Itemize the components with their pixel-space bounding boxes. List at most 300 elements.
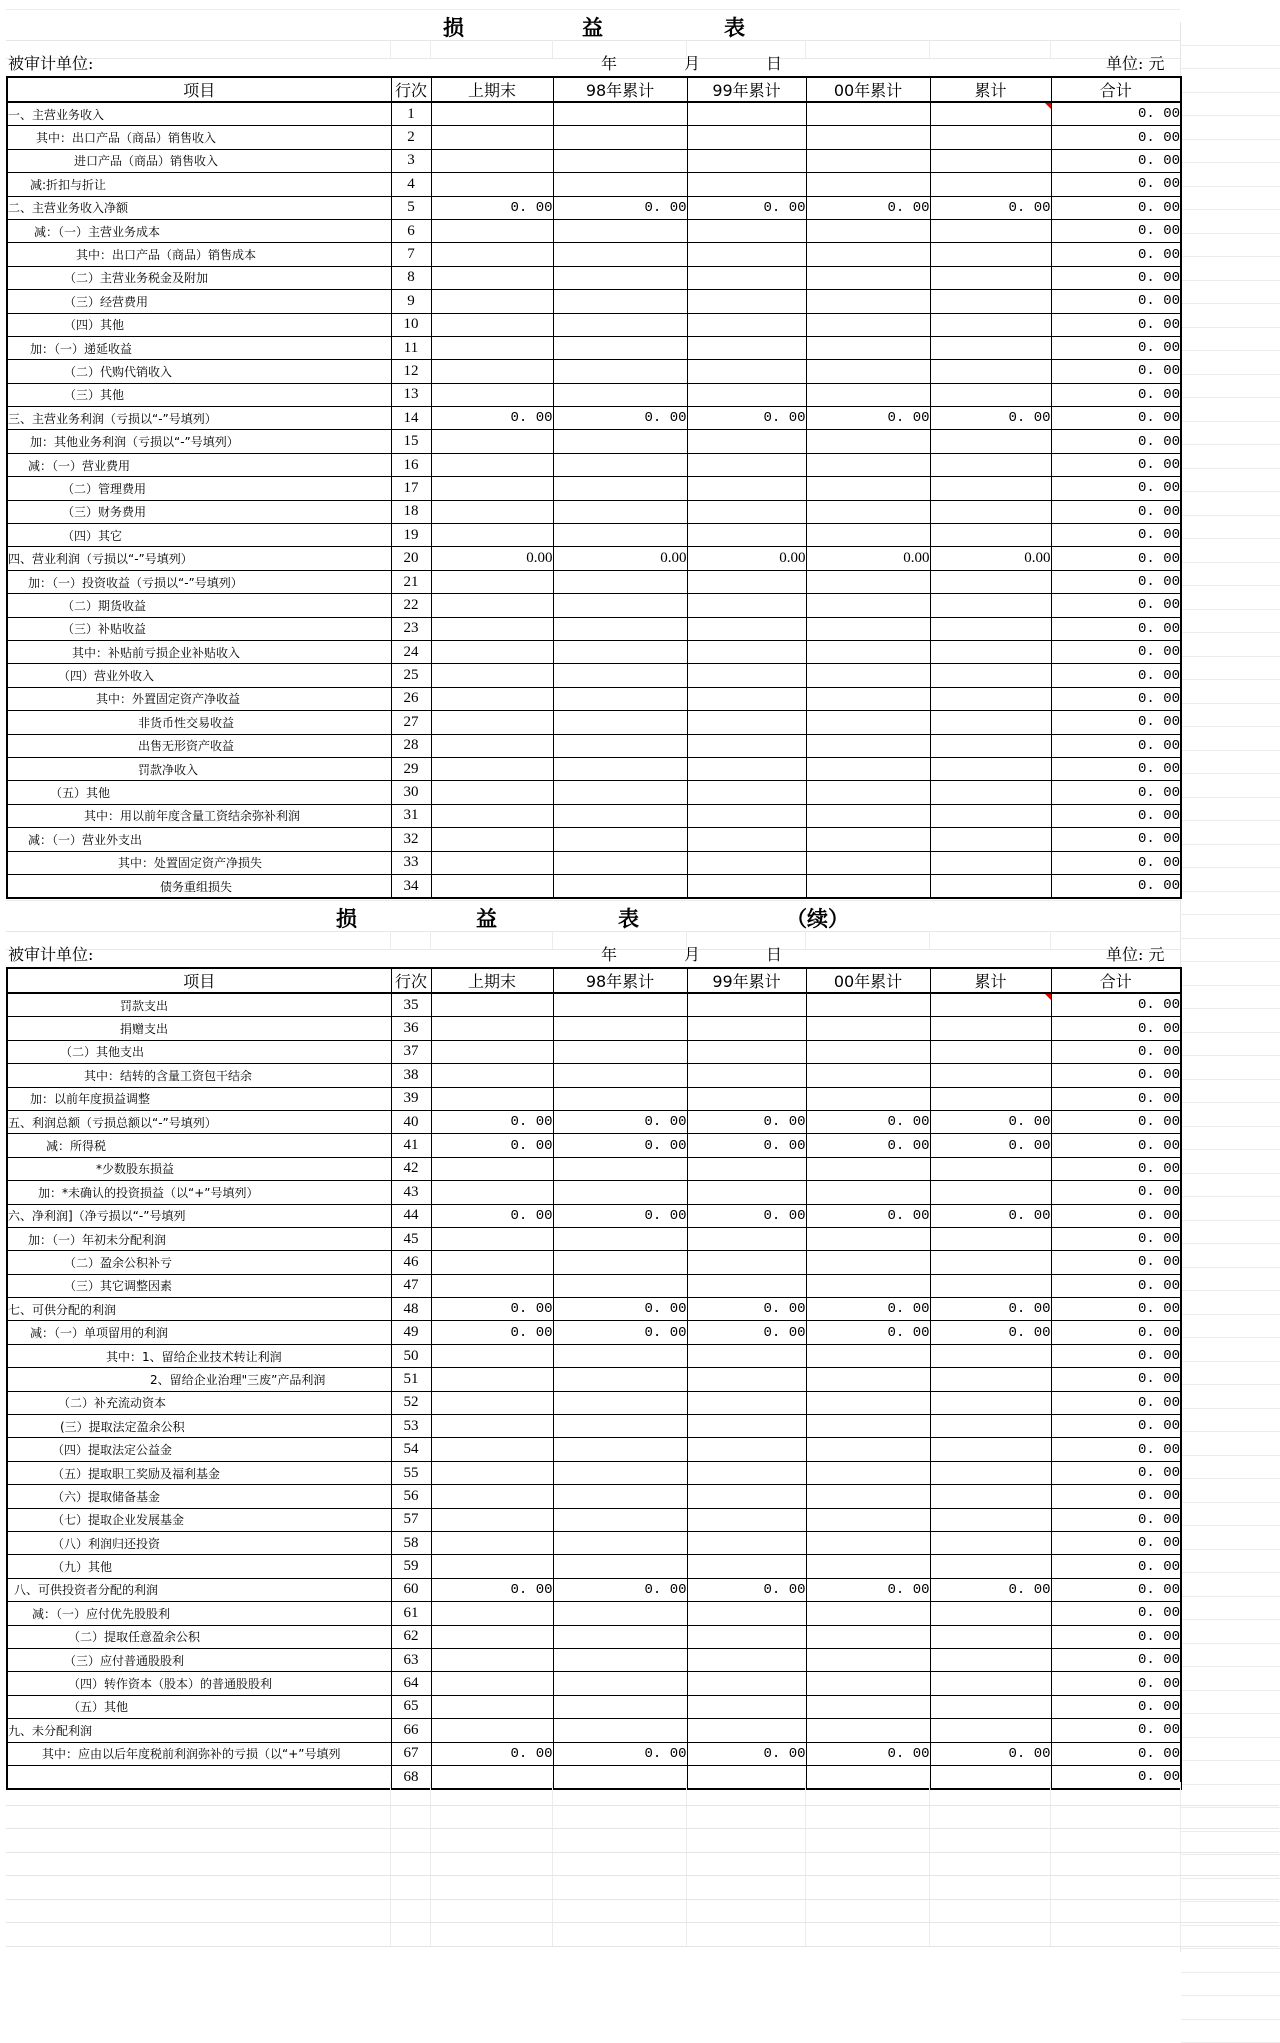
cell-total[interactable]: 0. 00 — [1051, 1110, 1181, 1133]
cell-prior-period[interactable] — [431, 430, 553, 453]
cell-prior-period[interactable]: 0.00 — [431, 547, 553, 570]
cell-cumulative[interactable] — [930, 149, 1051, 172]
cell-item[interactable]: 加：其他业务利润（亏损以“-”号填列） — [7, 430, 391, 453]
cell-line-no[interactable]: 15 — [391, 430, 431, 453]
cell-item[interactable]: 其中：补贴前亏损企业补贴收入 — [7, 640, 391, 663]
cell-99-cumulative[interactable] — [687, 1695, 806, 1718]
cell-total[interactable]: 0. 00 — [1051, 1181, 1181, 1204]
cell-line-no[interactable]: 62 — [391, 1625, 431, 1648]
cell-line-no[interactable]: 55 — [391, 1461, 431, 1484]
cell-item[interactable]: （九）其他 — [7, 1555, 391, 1578]
cell-total[interactable]: 0. 00 — [1051, 1251, 1181, 1274]
cell-total[interactable]: 0. 00 — [1051, 828, 1181, 851]
cell-00-cumulative[interactable] — [806, 1485, 930, 1508]
cell-00-cumulative[interactable] — [806, 711, 930, 734]
cell-99-cumulative[interactable] — [687, 1672, 806, 1695]
cell-total[interactable]: 0. 00 — [1051, 1578, 1181, 1601]
cell-cumulative[interactable] — [930, 1461, 1051, 1484]
cell-prior-period[interactable] — [431, 219, 553, 242]
cell-item[interactable]: 加：（一）递延收益 — [7, 336, 391, 359]
cell-prior-period[interactable] — [431, 617, 553, 640]
cell-total[interactable]: 0. 00 — [1051, 1087, 1181, 1110]
cell-item[interactable]: 其中：出口产品（商品）销售收入 — [7, 126, 391, 149]
cell-98-cumulative[interactable] — [553, 781, 687, 804]
cell-line-no[interactable]: 1 — [391, 102, 431, 126]
cell-98-cumulative[interactable] — [553, 687, 687, 710]
cell-99-cumulative[interactable] — [687, 594, 806, 617]
cell-item[interactable]: （二）盈余公积补亏 — [7, 1251, 391, 1274]
cell-98-cumulative[interactable] — [553, 126, 687, 149]
cell-line-no[interactable]: 49 — [391, 1321, 431, 1344]
cell-99-cumulative[interactable] — [687, 1344, 806, 1367]
cell-item[interactable]: 出售无形资产收益 — [7, 734, 391, 757]
cell-cumulative[interactable] — [930, 757, 1051, 780]
cell-98-cumulative[interactable] — [553, 360, 687, 383]
cell-98-cumulative[interactable]: 0. 00 — [553, 1321, 687, 1344]
cell-line-no[interactable]: 67 — [391, 1742, 431, 1765]
cell-total[interactable]: 0. 00 — [1051, 1485, 1181, 1508]
cell-99-cumulative[interactable] — [687, 1227, 806, 1250]
cell-cumulative[interactable] — [930, 640, 1051, 663]
cell-prior-period[interactable] — [431, 1251, 553, 1274]
cell-00-cumulative[interactable] — [806, 149, 930, 172]
cell-item[interactable]: 其中：出口产品（商品）销售成本 — [7, 243, 391, 266]
cell-item[interactable]: （二）提取任意盈余公积 — [7, 1625, 391, 1648]
cell-cumulative[interactable]: 0. 00 — [930, 1204, 1051, 1227]
cell-line-no[interactable]: 52 — [391, 1391, 431, 1414]
cell-00-cumulative[interactable] — [806, 1555, 930, 1578]
cell-98-cumulative[interactable]: 0. 00 — [553, 1134, 687, 1157]
cell-98-cumulative[interactable] — [553, 711, 687, 734]
cell-cumulative[interactable] — [930, 1227, 1051, 1250]
cell-line-no[interactable]: 8 — [391, 266, 431, 289]
cell-item[interactable]: （二）代购代销收入 — [7, 360, 391, 383]
cell-cumulative[interactable]: 0. 00 — [930, 1110, 1051, 1133]
cell-line-no[interactable]: 20 — [391, 547, 431, 570]
cell-total[interactable]: 0. 00 — [1051, 757, 1181, 780]
cell-line-no[interactable]: 2 — [391, 126, 431, 149]
cell-99-cumulative[interactable] — [687, 524, 806, 547]
cell-total[interactable]: 0. 00 — [1051, 1017, 1181, 1040]
cell-total[interactable]: 0. 00 — [1051, 524, 1181, 547]
cell-99-cumulative[interactable] — [687, 360, 806, 383]
cell-item[interactable]: （三）其他 — [7, 383, 391, 406]
cell-item[interactable]: 加：（一）年初未分配利润 — [7, 1227, 391, 1250]
cell-total[interactable]: 0. 00 — [1051, 734, 1181, 757]
cell-cumulative[interactable] — [930, 570, 1051, 593]
cell-cumulative[interactable] — [930, 993, 1051, 1017]
cell-prior-period[interactable] — [431, 640, 553, 663]
cell-99-cumulative[interactable] — [687, 781, 806, 804]
cell-98-cumulative[interactable] — [553, 640, 687, 663]
cell-line-no[interactable]: 45 — [391, 1227, 431, 1250]
cell-total[interactable]: 0. 00 — [1051, 547, 1181, 570]
cell-99-cumulative[interactable] — [687, 266, 806, 289]
cell-total[interactable]: 0. 00 — [1051, 1368, 1181, 1391]
cell-98-cumulative[interactable] — [553, 1695, 687, 1718]
cell-item[interactable]: （三）应付普通股股利 — [7, 1648, 391, 1671]
cell-total[interactable]: 0. 00 — [1051, 219, 1181, 242]
cell-item[interactable]: （四）提取法定公益金 — [7, 1438, 391, 1461]
cell-item[interactable]: （七）提取企业发展基金 — [7, 1508, 391, 1531]
cell-total[interactable]: 0. 00 — [1051, 1344, 1181, 1367]
cell-item[interactable]: （三）经营费用 — [7, 290, 391, 313]
cell-total[interactable]: 0. 00 — [1051, 664, 1181, 687]
cell-prior-period[interactable] — [431, 781, 553, 804]
cell-98-cumulative[interactable] — [553, 1485, 687, 1508]
cell-00-cumulative[interactable] — [806, 1461, 930, 1484]
cell-line-no[interactable]: 61 — [391, 1602, 431, 1625]
cell-line-no[interactable]: 12 — [391, 360, 431, 383]
cell-item[interactable]: （五）提取职工奖励及福利基金 — [7, 1461, 391, 1484]
cell-cumulative[interactable] — [930, 102, 1051, 126]
cell-99-cumulative[interactable] — [687, 1251, 806, 1274]
cell-98-cumulative[interactable] — [553, 1415, 687, 1438]
cell-98-cumulative[interactable] — [553, 1064, 687, 1087]
cell-cumulative[interactable] — [930, 1274, 1051, 1297]
cell-98-cumulative[interactable] — [553, 1227, 687, 1250]
cell-prior-period[interactable] — [431, 828, 553, 851]
cell-total[interactable]: 0. 00 — [1051, 1274, 1181, 1297]
cell-cumulative[interactable] — [930, 1391, 1051, 1414]
cell-item[interactable]: 减：（一）营业费用 — [7, 453, 391, 476]
cell-cumulative[interactable] — [930, 313, 1051, 336]
cell-cumulative[interactable] — [930, 1602, 1051, 1625]
cell-item[interactable]: （四）其他 — [7, 313, 391, 336]
cell-line-no[interactable]: 65 — [391, 1695, 431, 1718]
cell-98-cumulative[interactable] — [553, 1648, 687, 1671]
cell-cumulative[interactable] — [930, 173, 1051, 196]
cell-line-no[interactable]: 44 — [391, 1204, 431, 1227]
cell-item[interactable]: 二、主营业务收入净额 — [7, 196, 391, 219]
cell-total[interactable]: 0. 00 — [1051, 993, 1181, 1017]
cell-cumulative[interactable] — [930, 1344, 1051, 1367]
cell-item[interactable]: 三、主营业务利润（亏损以“-”号填列） — [7, 407, 391, 430]
cell-item[interactable]: （八）利润归还投资 — [7, 1531, 391, 1554]
cell-total[interactable]: 0. 00 — [1051, 243, 1181, 266]
cell-cumulative[interactable] — [930, 524, 1051, 547]
cell-total[interactable]: 0. 00 — [1051, 196, 1181, 219]
cell-00-cumulative[interactable]: 0.00 — [806, 547, 930, 570]
cell-99-cumulative[interactable] — [687, 757, 806, 780]
cell-item[interactable]: （二）补充流动资本 — [7, 1391, 391, 1414]
cell-total[interactable]: 0. 00 — [1051, 1555, 1181, 1578]
cell-prior-period[interactable] — [431, 360, 553, 383]
cell-cumulative[interactable]: 0. 00 — [930, 1742, 1051, 1765]
cell-prior-period[interactable] — [431, 804, 553, 827]
cell-00-cumulative[interactable]: 0. 00 — [806, 1298, 930, 1321]
cell-prior-period[interactable]: 0. 00 — [431, 1321, 553, 1344]
cell-98-cumulative[interactable] — [553, 617, 687, 640]
cell-item[interactable]: *少数股东损益 — [7, 1157, 391, 1180]
cell-line-no[interactable]: 19 — [391, 524, 431, 547]
cell-line-no[interactable]: 9 — [391, 290, 431, 313]
cell-98-cumulative[interactable] — [553, 1344, 687, 1367]
cell-cumulative[interactable] — [930, 1672, 1051, 1695]
cell-item[interactable]: 八、可供投资者分配的利润 — [7, 1578, 391, 1601]
cell-00-cumulative[interactable]: 0. 00 — [806, 407, 930, 430]
cell-cumulative[interactable] — [930, 687, 1051, 710]
cell-99-cumulative[interactable]: 0. 00 — [687, 407, 806, 430]
cell-total[interactable]: 0. 00 — [1051, 1391, 1181, 1414]
cell-prior-period[interactable] — [431, 1344, 553, 1367]
cell-98-cumulative[interactable] — [553, 336, 687, 359]
cell-total[interactable]: 0. 00 — [1051, 383, 1181, 406]
cell-99-cumulative[interactable] — [687, 1531, 806, 1554]
cell-98-cumulative[interactable] — [553, 1157, 687, 1180]
cell-prior-period[interactable] — [431, 102, 553, 126]
cell-00-cumulative[interactable] — [806, 851, 930, 874]
cell-99-cumulative[interactable] — [687, 290, 806, 313]
cell-98-cumulative[interactable] — [553, 1438, 687, 1461]
cell-98-cumulative[interactable] — [553, 266, 687, 289]
cell-98-cumulative[interactable] — [553, 1555, 687, 1578]
cell-item[interactable]: 加：（一）投资收益（亏损以“-”号填列） — [7, 570, 391, 593]
cell-00-cumulative[interactable] — [806, 1625, 930, 1648]
cell-99-cumulative[interactable] — [687, 1508, 806, 1531]
cell-item[interactable]: 加：以前年度损益调整 — [7, 1087, 391, 1110]
cell-00-cumulative[interactable] — [806, 1040, 930, 1063]
cell-00-cumulative[interactable] — [806, 173, 930, 196]
cell-total[interactable]: 0. 00 — [1051, 1508, 1181, 1531]
cell-98-cumulative[interactable] — [553, 1040, 687, 1063]
cell-99-cumulative[interactable] — [687, 1181, 806, 1204]
cell-prior-period[interactable] — [431, 1672, 553, 1695]
cell-line-no[interactable]: 28 — [391, 734, 431, 757]
cell-98-cumulative[interactable] — [553, 149, 687, 172]
cell-cumulative[interactable] — [930, 243, 1051, 266]
cell-98-cumulative[interactable] — [553, 1602, 687, 1625]
cell-99-cumulative[interactable] — [687, 383, 806, 406]
cell-line-no[interactable]: 42 — [391, 1157, 431, 1180]
cell-prior-period[interactable] — [431, 383, 553, 406]
cell-00-cumulative[interactable] — [806, 290, 930, 313]
cell-item[interactable]: 四、营业利润（亏损以“-”号填列） — [7, 547, 391, 570]
cell-item[interactable]: （五）其他 — [7, 1695, 391, 1718]
cell-99-cumulative[interactable] — [687, 500, 806, 523]
cell-prior-period[interactable] — [431, 1508, 553, 1531]
cell-00-cumulative[interactable] — [806, 1672, 930, 1695]
cell-line-no[interactable]: 66 — [391, 1719, 431, 1742]
cell-99-cumulative[interactable] — [687, 828, 806, 851]
cell-00-cumulative[interactable] — [806, 243, 930, 266]
cell-cumulative[interactable]: 0. 00 — [930, 196, 1051, 219]
cell-99-cumulative[interactable] — [687, 1064, 806, 1087]
cell-line-no[interactable]: 21 — [391, 570, 431, 593]
cell-total[interactable]: 0. 00 — [1051, 1321, 1181, 1344]
cell-99-cumulative[interactable] — [687, 1485, 806, 1508]
cell-line-no[interactable]: 38 — [391, 1064, 431, 1087]
cell-line-no[interactable]: 31 — [391, 804, 431, 827]
cell-prior-period[interactable] — [431, 1227, 553, 1250]
cell-item[interactable]: 五、利润总额（亏损总额以“-”号填列） — [7, 1110, 391, 1133]
cell-99-cumulative[interactable] — [687, 1274, 806, 1297]
cell-99-cumulative[interactable] — [687, 243, 806, 266]
cell-00-cumulative[interactable]: 0. 00 — [806, 1204, 930, 1227]
cell-98-cumulative[interactable] — [553, 383, 687, 406]
cell-98-cumulative[interactable] — [553, 524, 687, 547]
cell-total[interactable]: 0. 00 — [1051, 1461, 1181, 1484]
cell-00-cumulative[interactable] — [806, 1508, 930, 1531]
cell-00-cumulative[interactable] — [806, 804, 930, 827]
cell-99-cumulative[interactable] — [687, 1648, 806, 1671]
cell-cumulative[interactable] — [930, 1157, 1051, 1180]
cell-98-cumulative[interactable] — [553, 1719, 687, 1742]
cell-prior-period[interactable] — [431, 524, 553, 547]
cell-cumulative[interactable] — [930, 617, 1051, 640]
cell-line-no[interactable]: 10 — [391, 313, 431, 336]
cell-line-no[interactable]: 37 — [391, 1040, 431, 1063]
cell-00-cumulative[interactable] — [806, 687, 930, 710]
cell-line-no[interactable]: 50 — [391, 1344, 431, 1367]
cell-total[interactable]: 0. 00 — [1051, 336, 1181, 359]
cell-99-cumulative[interactable] — [687, 1087, 806, 1110]
cell-99-cumulative[interactable] — [687, 711, 806, 734]
cell-cumulative[interactable] — [930, 266, 1051, 289]
cell-00-cumulative[interactable] — [806, 1695, 930, 1718]
cell-99-cumulative[interactable] — [687, 453, 806, 476]
cell-total[interactable]: 0. 00 — [1051, 453, 1181, 476]
cell-cumulative[interactable] — [930, 874, 1051, 898]
cell-00-cumulative[interactable] — [806, 383, 930, 406]
cell-prior-period[interactable]: 0. 00 — [431, 1742, 553, 1765]
cell-00-cumulative[interactable] — [806, 313, 930, 336]
cell-99-cumulative[interactable]: 0. 00 — [687, 1134, 806, 1157]
cell-cumulative[interactable]: 0. 00 — [930, 1321, 1051, 1344]
cell-99-cumulative[interactable] — [687, 804, 806, 827]
cell-total[interactable]: 0. 00 — [1051, 781, 1181, 804]
cell-prior-period[interactable] — [431, 1438, 553, 1461]
cell-cumulative[interactable] — [930, 1087, 1051, 1110]
cell-99-cumulative[interactable] — [687, 430, 806, 453]
cell-line-no[interactable]: 32 — [391, 828, 431, 851]
cell-line-no[interactable]: 53 — [391, 1415, 431, 1438]
cell-prior-period[interactable] — [431, 1531, 553, 1554]
cell-prior-period[interactable]: 0. 00 — [431, 1578, 553, 1601]
cell-99-cumulative[interactable] — [687, 336, 806, 359]
cell-prior-period[interactable]: 0. 00 — [431, 1134, 553, 1157]
cell-line-no[interactable]: 24 — [391, 640, 431, 663]
cell-item[interactable]: （二）其他支出 — [7, 1040, 391, 1063]
cell-item[interactable]: （四）营业外收入 — [7, 664, 391, 687]
cell-prior-period[interactable] — [431, 290, 553, 313]
cell-98-cumulative[interactable] — [553, 1181, 687, 1204]
cell-99-cumulative[interactable] — [687, 1017, 806, 1040]
cell-line-no[interactable]: 18 — [391, 500, 431, 523]
cell-98-cumulative[interactable] — [553, 243, 687, 266]
cell-item[interactable]: 其中：结转的含量工资包干结余 — [7, 1064, 391, 1087]
cell-item[interactable]: 六、净利润]（净亏损以“-”号填列 — [7, 1204, 391, 1227]
cell-cumulative[interactable] — [930, 1719, 1051, 1742]
cell-99-cumulative[interactable] — [687, 1040, 806, 1063]
cell-00-cumulative[interactable] — [806, 781, 930, 804]
cell-99-cumulative[interactable] — [687, 1461, 806, 1484]
cell-98-cumulative[interactable] — [553, 570, 687, 593]
cell-prior-period[interactable] — [431, 243, 553, 266]
cell-98-cumulative[interactable]: 0. 00 — [553, 407, 687, 430]
cell-cumulative[interactable] — [930, 383, 1051, 406]
cell-prior-period[interactable] — [431, 1555, 553, 1578]
cell-98-cumulative[interactable] — [553, 1368, 687, 1391]
cell-total[interactable]: 0. 00 — [1051, 360, 1181, 383]
cell-line-no[interactable]: 60 — [391, 1578, 431, 1601]
cell-line-no[interactable]: 68 — [391, 1765, 431, 1789]
cell-cumulative[interactable] — [930, 126, 1051, 149]
cell-total[interactable]: 0. 00 — [1051, 1415, 1181, 1438]
cell-item[interactable]: （三）补贴收益 — [7, 617, 391, 640]
cell-00-cumulative[interactable] — [806, 734, 930, 757]
cell-line-no[interactable]: 59 — [391, 1555, 431, 1578]
cell-total[interactable]: 0. 00 — [1051, 1742, 1181, 1765]
cell-00-cumulative[interactable]: 0. 00 — [806, 1134, 930, 1157]
cell-99-cumulative[interactable] — [687, 570, 806, 593]
cell-total[interactable]: 0. 00 — [1051, 407, 1181, 430]
cell-total[interactable]: 0. 00 — [1051, 1648, 1181, 1671]
cell-98-cumulative[interactable] — [553, 874, 687, 898]
cell-total[interactable]: 0. 00 — [1051, 430, 1181, 453]
cell-cumulative[interactable] — [930, 336, 1051, 359]
cell-prior-period[interactable] — [431, 1017, 553, 1040]
cell-99-cumulative[interactable] — [687, 1391, 806, 1414]
cell-total[interactable]: 0. 00 — [1051, 126, 1181, 149]
cell-00-cumulative[interactable] — [806, 617, 930, 640]
cell-00-cumulative[interactable] — [806, 1181, 930, 1204]
cell-cumulative[interactable] — [930, 360, 1051, 383]
cell-98-cumulative[interactable] — [553, 313, 687, 336]
cell-item[interactable]: 其中：处置固定资产净损失 — [7, 851, 391, 874]
cell-99-cumulative[interactable]: 0. 00 — [687, 1298, 806, 1321]
cell-item[interactable]: 罚款净收入 — [7, 757, 391, 780]
cell-cumulative[interactable] — [930, 500, 1051, 523]
cell-98-cumulative[interactable] — [553, 804, 687, 827]
cell-line-no[interactable]: 51 — [391, 1368, 431, 1391]
cell-line-no[interactable]: 56 — [391, 1485, 431, 1508]
cell-cumulative[interactable] — [930, 1695, 1051, 1718]
cell-00-cumulative[interactable] — [806, 500, 930, 523]
cell-line-no[interactable]: 17 — [391, 477, 431, 500]
cell-prior-period[interactable] — [431, 664, 553, 687]
cell-00-cumulative[interactable] — [806, 266, 930, 289]
cell-total[interactable]: 0. 00 — [1051, 1719, 1181, 1742]
cell-98-cumulative[interactable] — [553, 993, 687, 1017]
cell-99-cumulative[interactable]: 0. 00 — [687, 1578, 806, 1601]
cell-item[interactable]: 减：（一）主营业务成本 — [7, 219, 391, 242]
cell-total[interactable]: 0. 00 — [1051, 1438, 1181, 1461]
cell-prior-period[interactable] — [431, 173, 553, 196]
cell-98-cumulative[interactable] — [553, 500, 687, 523]
cell-00-cumulative[interactable] — [806, 993, 930, 1017]
cell-00-cumulative[interactable] — [806, 219, 930, 242]
cell-prior-period[interactable] — [431, 1648, 553, 1671]
cell-00-cumulative[interactable] — [806, 1274, 930, 1297]
cell-00-cumulative[interactable] — [806, 1344, 930, 1367]
cell-cumulative[interactable] — [930, 1368, 1051, 1391]
cell-line-no[interactable]: 34 — [391, 874, 431, 898]
cell-99-cumulative[interactable] — [687, 851, 806, 874]
cell-line-no[interactable]: 27 — [391, 711, 431, 734]
cell-prior-period[interactable] — [431, 1064, 553, 1087]
cell-line-no[interactable]: 22 — [391, 594, 431, 617]
cell-00-cumulative[interactable] — [806, 1602, 930, 1625]
cell-line-no[interactable]: 46 — [391, 1251, 431, 1274]
cell-total[interactable]: 0. 00 — [1051, 617, 1181, 640]
cell-line-no[interactable]: 3 — [391, 149, 431, 172]
cell-item[interactable]: 减：（一）应付优先股股利 — [7, 1602, 391, 1625]
cell-line-no[interactable]: 43 — [391, 1181, 431, 1204]
cell-98-cumulative[interactable] — [553, 828, 687, 851]
cell-prior-period[interactable] — [431, 1181, 553, 1204]
cell-prior-period[interactable] — [431, 1040, 553, 1063]
